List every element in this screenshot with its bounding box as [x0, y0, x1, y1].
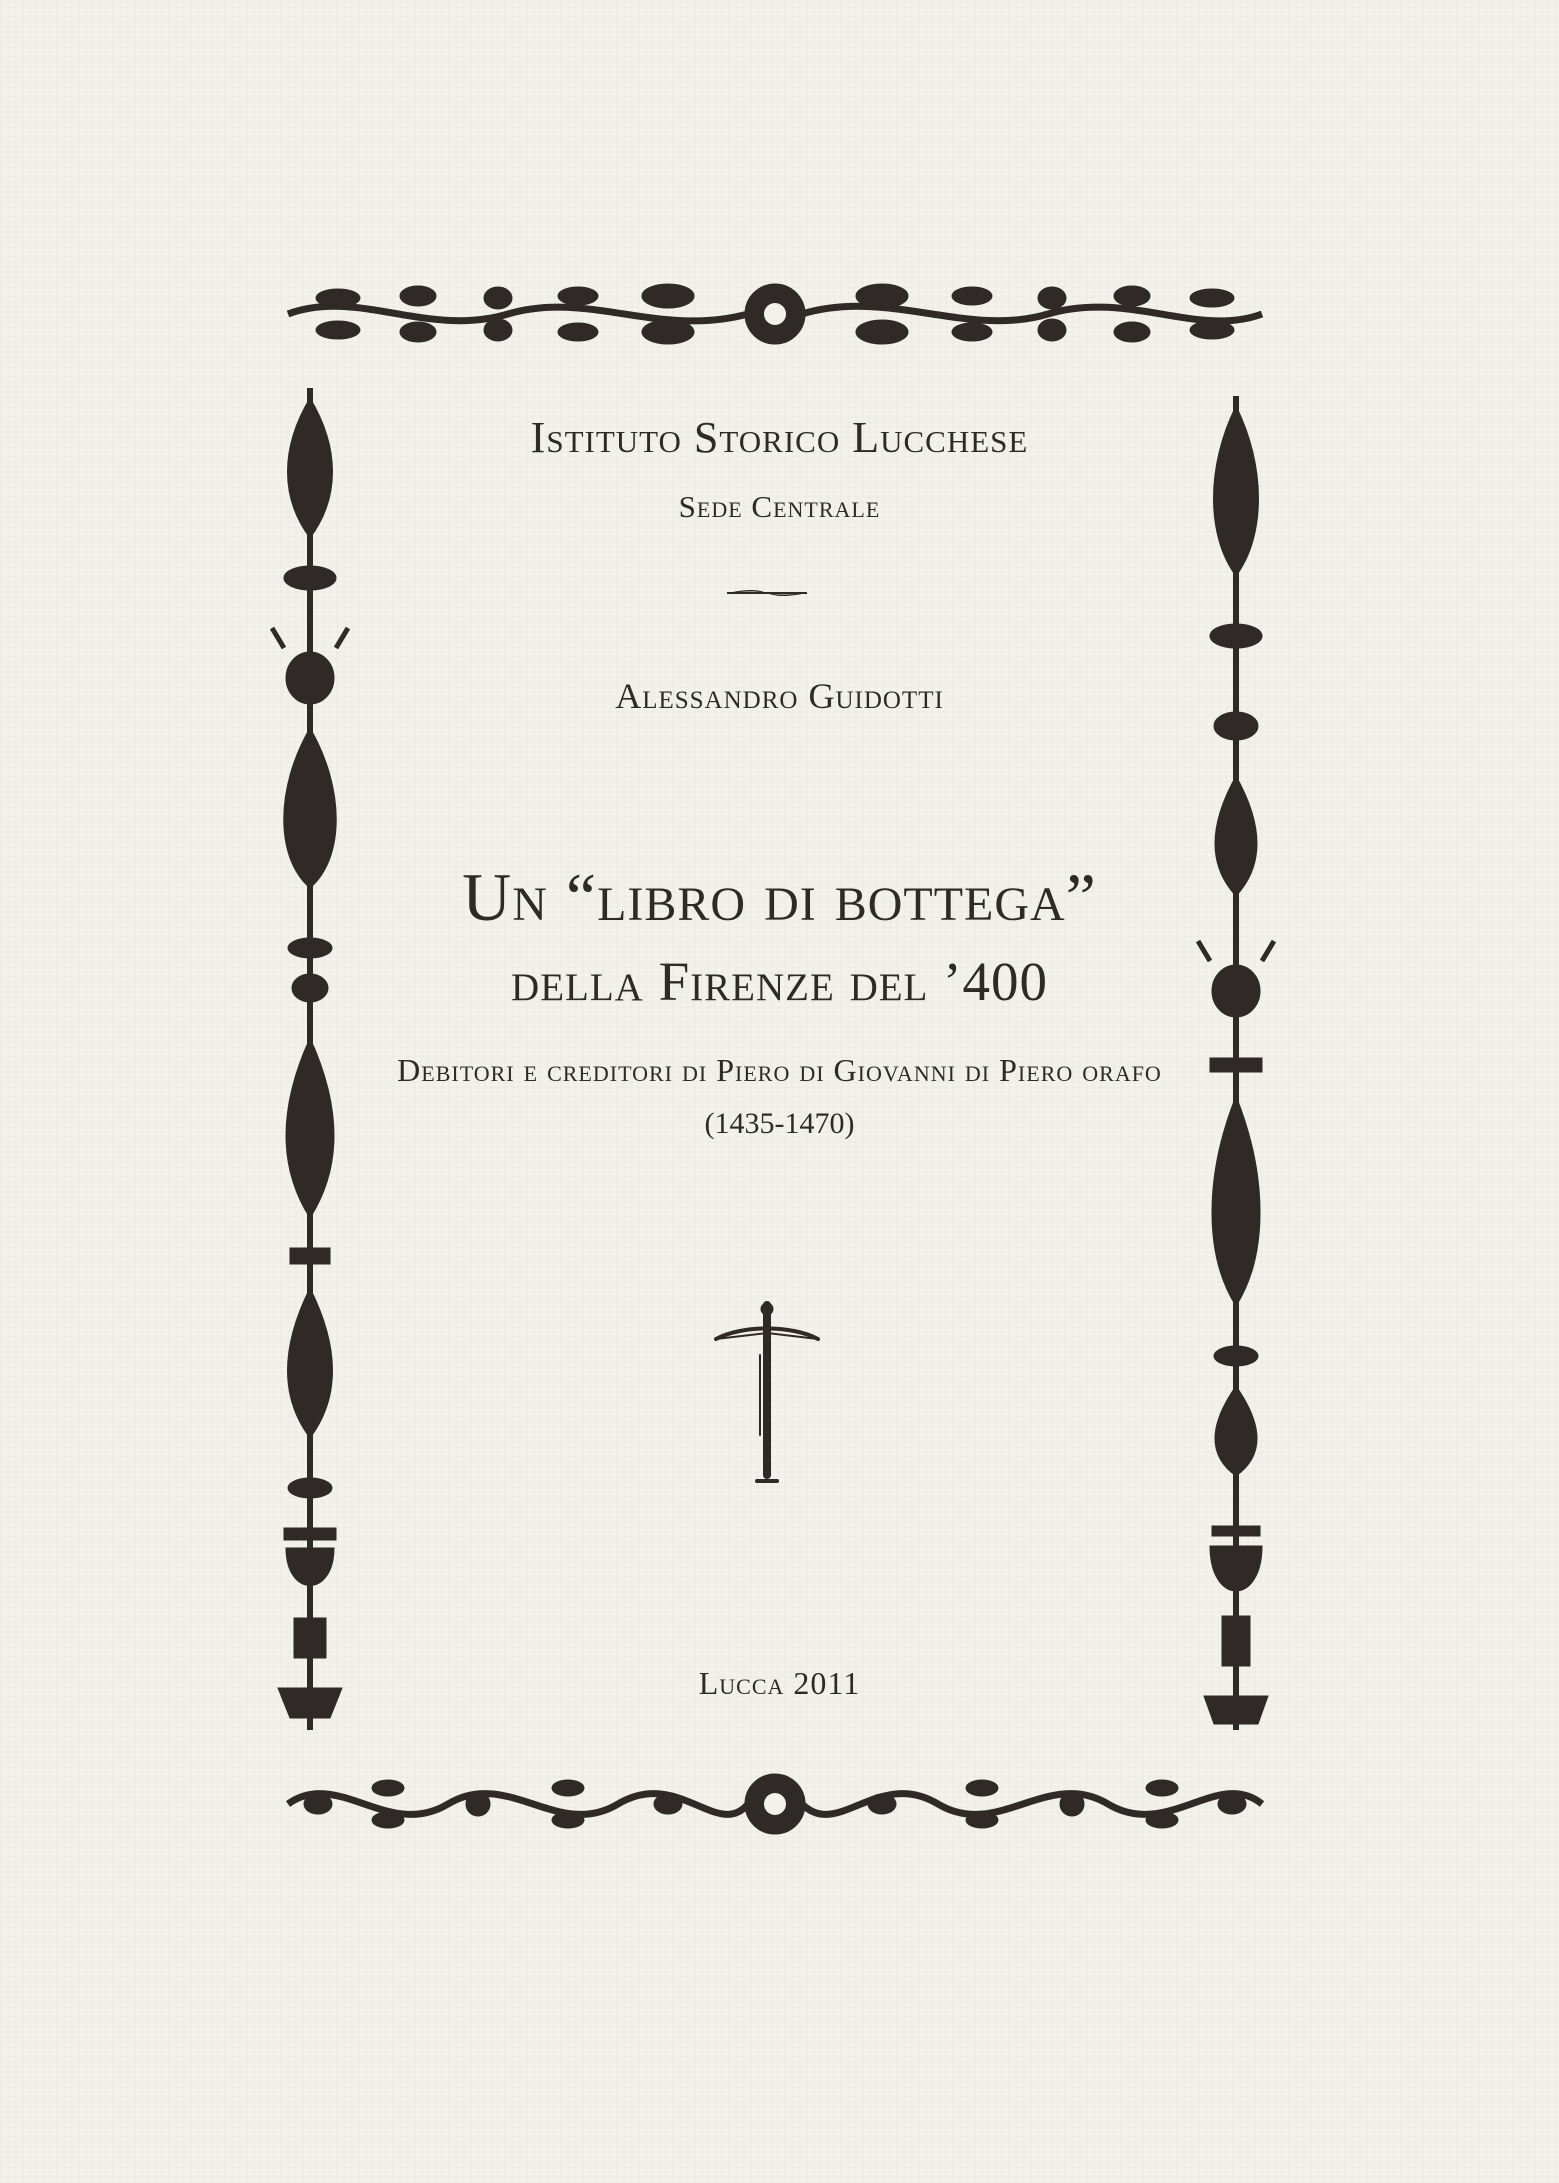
crossbow-icon	[712, 1295, 822, 1490]
sede-label: Sede Centrale	[678, 489, 881, 524]
ornamental-rule-icon	[727, 586, 807, 604]
date-range: (1435-1470)	[704, 1107, 855, 1140]
book-title-line1: Un “libro di bottega”	[462, 859, 1097, 935]
author-name: Alessandro Guidotti	[615, 676, 944, 716]
institute-name: Istituto Storico Lucchese	[530, 413, 1029, 462]
bottom-border-ornament-icon	[278, 1758, 1272, 1850]
book-subtitle: Debitori e creditori di Piero di Giovanni di Piero orafo	[397, 1052, 1162, 1088]
book-title-line2: della Firenze del ’400	[511, 951, 1048, 1012]
top-border-ornament-icon	[278, 268, 1272, 360]
place-and-year: Lucca 2011	[698, 1665, 861, 1701]
